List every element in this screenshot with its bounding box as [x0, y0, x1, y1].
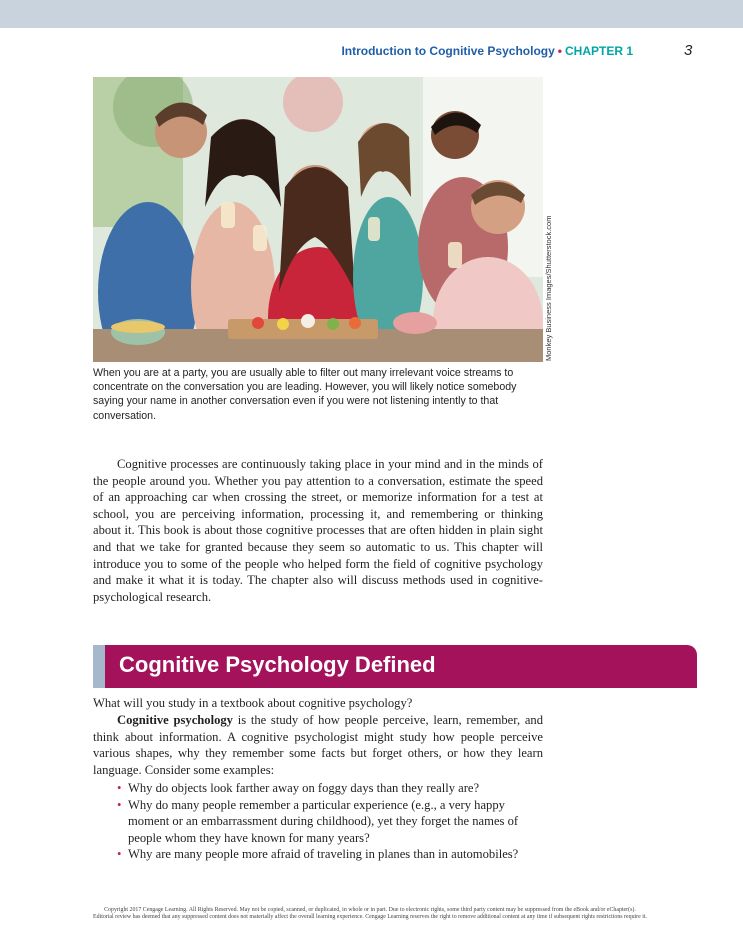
bullet-marker: •: [117, 847, 122, 862]
figure-caption: When you are at a party, you are usually able to filter out many irrelevant voice streams to concentrate on the conversation you are leading. However, you will likely notice somebody saying your name in another conversation even if you were not listening intently to that conversation.: [93, 367, 517, 422]
list-item-text: Why do objects look farther away on foggy days than they really are?: [128, 781, 480, 795]
chapter-label: CHAPTER 1: [564, 44, 633, 58]
examples-list: [117, 780, 543, 863]
definition-text: is the study of how people perceive, learn, remember, and think about information. A cognitive psychologist might study how people perceive various shapes, why they remember some facts but forget others, or how they learn language. Consider some examples:: [93, 713, 544, 777]
intro-paragraph: Cognitive processes are continuously taking place in your mind and in the minds of the people around you. Whether you pay attention to a conversation, estimate the speed of an approaching car when crossing the street, or memorize information for a test at school, you are perceiving information, processing it, and remembering or thinking about it. This book is about those cognitive processes that are often hidden in plain sight and that we take for granted because they seem so automatic to us. This chapter will introduce you to some of the people who helped form the field of cognitive psychology and make it what it is today. The chapter also will discuss methods used in cognitive-psychological research.: [93, 457, 543, 604]
section-heading-accent: [93, 645, 105, 688]
page-number: 3: [684, 42, 693, 59]
copyright-line-2: Editorial review has deemed that any suppressed content does not materially affect the overall learning experience. Cengage Learning reserves the right to remove additional content at any time if subsequent rights restrictions require it.: [93, 914, 647, 921]
bullet-marker: •: [117, 797, 122, 812]
list-item-text: Why do many people remember a particular experience (e.g., a very happy moment or an embarrassment during childhood), yet they forget the names of people whom they have known for many years?: [128, 797, 519, 845]
bullet-marker: •: [117, 781, 122, 795]
photo-credit: Monkey Business Images/Shutterstock.com: [544, 215, 553, 361]
party-photo-illustration: [93, 77, 543, 362]
top-band: [0, 0, 743, 28]
list-item-text: Why are many people more afraid of traveling in planes than in automobiles?: [128, 847, 519, 862]
header-separator: •: [557, 44, 562, 58]
section-heading-bar: [93, 645, 697, 688]
list-item: [117, 780, 543, 797]
copyright-line-1: Copyright 2017 Cengage Learning. All Rights Reserved. May not be copied, scanned, or duplicated, in whole or in part. Due to electronic rights, some third party content may be suppressed from the eBook and/or eChapter(s).: [104, 907, 636, 913]
book-title: Introduction to Cognitive Psychology: [341, 44, 555, 58]
lead-question: What will you study in a textbook about cognitive psychology?: [93, 696, 413, 710]
definition-paragraph: [93, 712, 543, 778]
list-item: [117, 846, 543, 863]
section-title: Cognitive Psychology Defined: [119, 652, 436, 677]
party-photo: [93, 77, 543, 362]
running-head: [341, 44, 633, 58]
list-item: [117, 797, 543, 847]
copyright-footer: [50, 907, 690, 922]
definition-term: Cognitive psychology: [117, 713, 233, 727]
